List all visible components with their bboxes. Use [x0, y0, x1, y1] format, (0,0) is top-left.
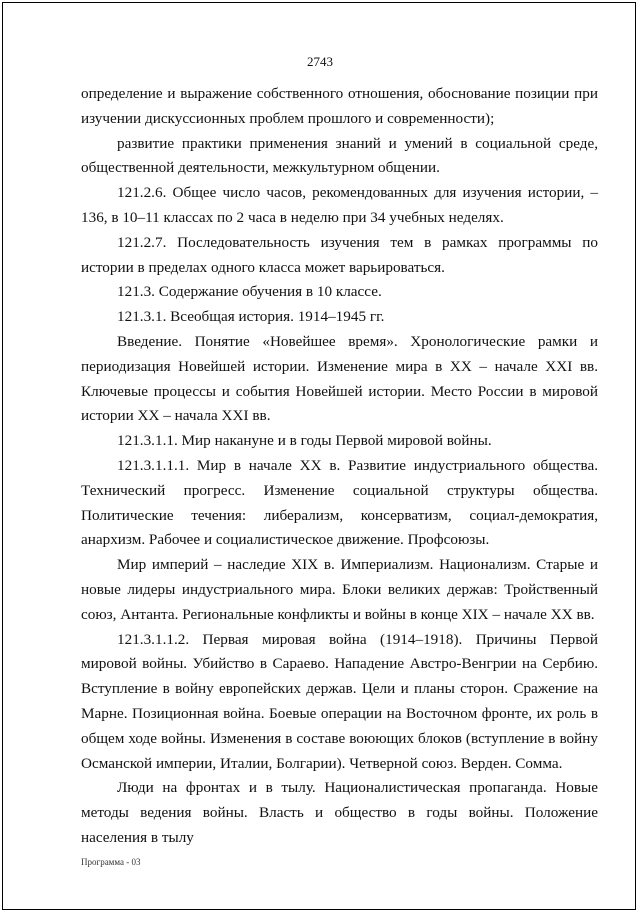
paragraph: 121.3.1.1.1. Мир в начале XX в. Развитие индустриального общества. Технический прогресс. Изменение социальной структуры общества. Политические течения: либерализм, консерватизм, социал-демократия, анархизм. Рабочее и социалистическое движение. Профсоюзы.: [81, 456, 598, 549]
paragraph: развитие практики применения знаний и умений в социальной среде, общественной деятельности, межкультурном общении.: [81, 134, 598, 177]
paragraph: определение и выражение собственного отношения, обоснование позиции при изучении дискуссионных проблем прошлого и современности);: [81, 85, 598, 127]
section-heading: 121.3.1. Всеобщая история. 1914–1945 гг.: [117, 308, 385, 326]
section-heading: 121.3.1.1. Мир накануне и в годы Первой мировой войны.: [117, 432, 492, 450]
section-heading: 121.3. Содержание обучения в 10 классе.: [117, 283, 382, 301]
paragraph: 121.3.1.1.2. Первая мировая война (1914–1918). Причины Первой мировой войны. Убийство в Сараево. Нападение Австро-Венгрии на Сербию. Вступление в войну европейских держав. Цели и планы сторон. Сражение на Марне. Позиционная война. Боевые операции на Восточном фронте, их роль в общем ходе войны. Изменения в составе воюющих блоков (вступление в войну Османской империи, Италии, Болгарии). Четверной союз. Верден. Сомма.: [81, 630, 598, 772]
paragraph: 121.2.6. Общее число часов, рекомендованных для изучения истории, – 136, в 10–11 классах по 2 часа в неделю при 34 учебных неделях.: [81, 184, 598, 226]
paragraph: 121.2.7. Последовательность изучения тем в рамках программы по истории в пределах одного класса может варьироваться.: [81, 233, 598, 276]
document-body: [81, 82, 598, 851]
page-number: 2743: [307, 54, 333, 69]
paragraph: Введение. Понятие «Новейшее время». Хронологические рамки и периодизация Новейшей истории. Изменение мира в XX – начале XXI вв. Ключевые процессы и события Новейшей истории. Место России в мировой истории XX – начала XXI вв.: [81, 332, 598, 425]
paragraph: Люди на фронтах и в тылу. Националистическая пропаганда. Новые методы ведения войны. Власть и общество в годы войны. Положение населения в тылу: [81, 779, 598, 846]
paragraph: Мир империй – наследие XIX в. Империализм. Национализм. Старые и новые лидеры индустриального мира. Блоки великих держав: Тройственный союз, Антанта. Региональные конфликты и войны в конце XIX – начале XX вв.: [81, 556, 598, 623]
page-footer: Программа - 03: [81, 857, 141, 867]
